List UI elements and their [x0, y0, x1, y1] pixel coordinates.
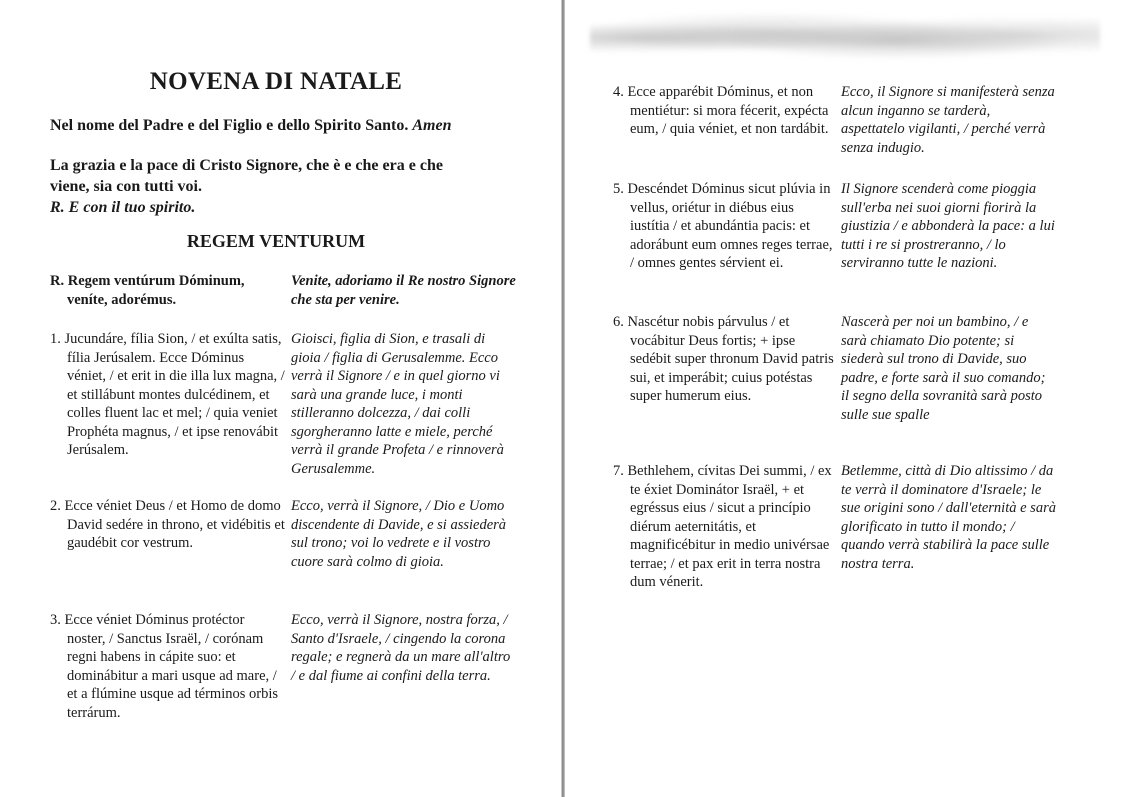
verse-7-latin: 7. Bethlehem, cívitas Dei summi, / ex te éxiet Dominátor Israël, + et egréssus eius / sicut a princípio diérum aeternitátis, et magnificébitur in medio univérsae terrae; / et pax erit in terra nostra dum vénerit. — [613, 463, 832, 590]
verse-5-italian: Il Signore scenderà come pioggia sull'erba nei suoi giorni fiorirà la giustizia / e abbonderà la pace: a lui tutti i re si prostreranno, / lo serviranno tutte le nazioni. — [841, 181, 1055, 271]
section-title: REGEM VENTURUM — [186, 231, 366, 251]
verse-7-italian: Betlemme, città di Dio altissimo / da te verrà il dominatore d'Israele; le sue origini sono / dall'eternità e sarà glorificato in tutto il mondo; / quando verrà stabilirà la pace sulle nostra terra. — [841, 463, 1056, 572]
verse-1-italian: Gioisci, figlia di Sion, e trasali di gioia / figlia di Gerusalemme. Ecco verrà il Signore / e in quel giorno vi sarà una grande luce, i monti stilleranno dolcezza, / dai colli sgorgheranno latte e miele, perché verrà il grande Profeta / e rinnoverà Gerusalemme. — [291, 331, 504, 477]
greeting — [50, 155, 520, 218]
verse-row-5 — [613, 180, 1056, 273]
greeting-response: R. E con il tuo spirito. — [50, 199, 196, 216]
verse-2-italian: Ecco, verrà il Signore, / Dio e Uomo discendente di Davide, e si assiederà sul trono; voi lo vedrete e il vostro cuore sarà colmo di gioia. — [291, 498, 507, 570]
verse-3-italian: Ecco, verrà il Signore, nostra forza, / Santo d'Israele, / cingendo la corona regale; e regnerà da un mare all'altro / e dal fiume ai confini della terra. — [291, 612, 511, 684]
verse-row-3 — [50, 611, 516, 722]
verse-1-latin: 1. Jucundáre, fília Sion, / et exúlta satis, fília Jerúsalem. Ecce Dóminus véniet, / et erit in die illa lux magna, / et stillábunt montes dulcédinem, et colles fluent lac et mel; / quia veniet Prophéta magnus, / et ipse renovábit Jerúsalem. — [50, 331, 285, 458]
refrain-italian: Venite, adoriamo il Re nostro Signore che sta per venire. — [291, 273, 516, 308]
verse-row-6 — [613, 313, 1056, 424]
verse-3-latin: 3. Ecce véniet Dóminus protéctor noster, / Sanctus Israël, / corónam regni habens in cápite suo: et dominábitur a mari usque ad mare, / et a flúmine usque ad términos orbis terrárum. — [50, 612, 279, 721]
verse-5-latin: 5. Descéndet Dóminus sicut plúvia in vellus, oriétur in diébus eius iustítia / et abundántia pacis: et adorábunt eum omnes reges terrae, / omnes gentes sérvient ei. — [613, 181, 833, 271]
verse-4-latin: 4. Ecce apparébit Dóminus, et non mentiétur: si mora fécerit, expécta eum, / quia véniet, et non tardábit. — [613, 84, 829, 137]
right-page — [563, 0, 1127, 797]
verse-6-latin: 6. Nascétur nobis párvulus / et vocábitur Deus fortis; + ipse sedébit super thronum David patris sui, et imperábit; cuius potéstas super humerum eius. — [613, 314, 834, 404]
invocation-text: Nel nome del Padre e del Figlio e dello Spirito Santo. — [50, 117, 409, 134]
refrain-latin: R. Regem ventúrum Dóminum, veníte, adorémus. — [50, 273, 245, 308]
verse-row-2 — [50, 497, 516, 571]
invocation-amen: Amen — [412, 117, 452, 134]
left-page — [0, 0, 563, 797]
verse-row-4 — [613, 83, 1056, 157]
verse-row-1 — [50, 330, 516, 478]
page-title: NOVENA DI NATALE — [149, 68, 403, 95]
verse-6-italian: Nascerà per noi un bambino, / e sarà chiamato Dio potente; si siederà sul trono di Davide, suo padre, e forte sarà il suo comando; il segno della sovranità sarà posto sulle sue spalle — [841, 314, 1046, 423]
verse-4-italian: Ecco, il Signore si manifesterà senza alcun inganno se tarderà, aspettatelo vigilanti, / perché verrà senza indugio. — [841, 84, 1055, 156]
invocation — [50, 115, 520, 136]
greeting-line-1: La grazia e la pace di Cristo Signore, che è e che era e che — [50, 157, 443, 174]
verse-row-7 — [613, 462, 1056, 592]
verse-2-latin: 2. Ecce véniet Deus / et Homo de domo David sedére in throno, et vidébitis et gaudébit cor vestrum. — [50, 498, 285, 551]
refrain-row — [50, 272, 516, 309]
greeting-line-2: viene, sia con tutti voi. — [50, 178, 202, 195]
